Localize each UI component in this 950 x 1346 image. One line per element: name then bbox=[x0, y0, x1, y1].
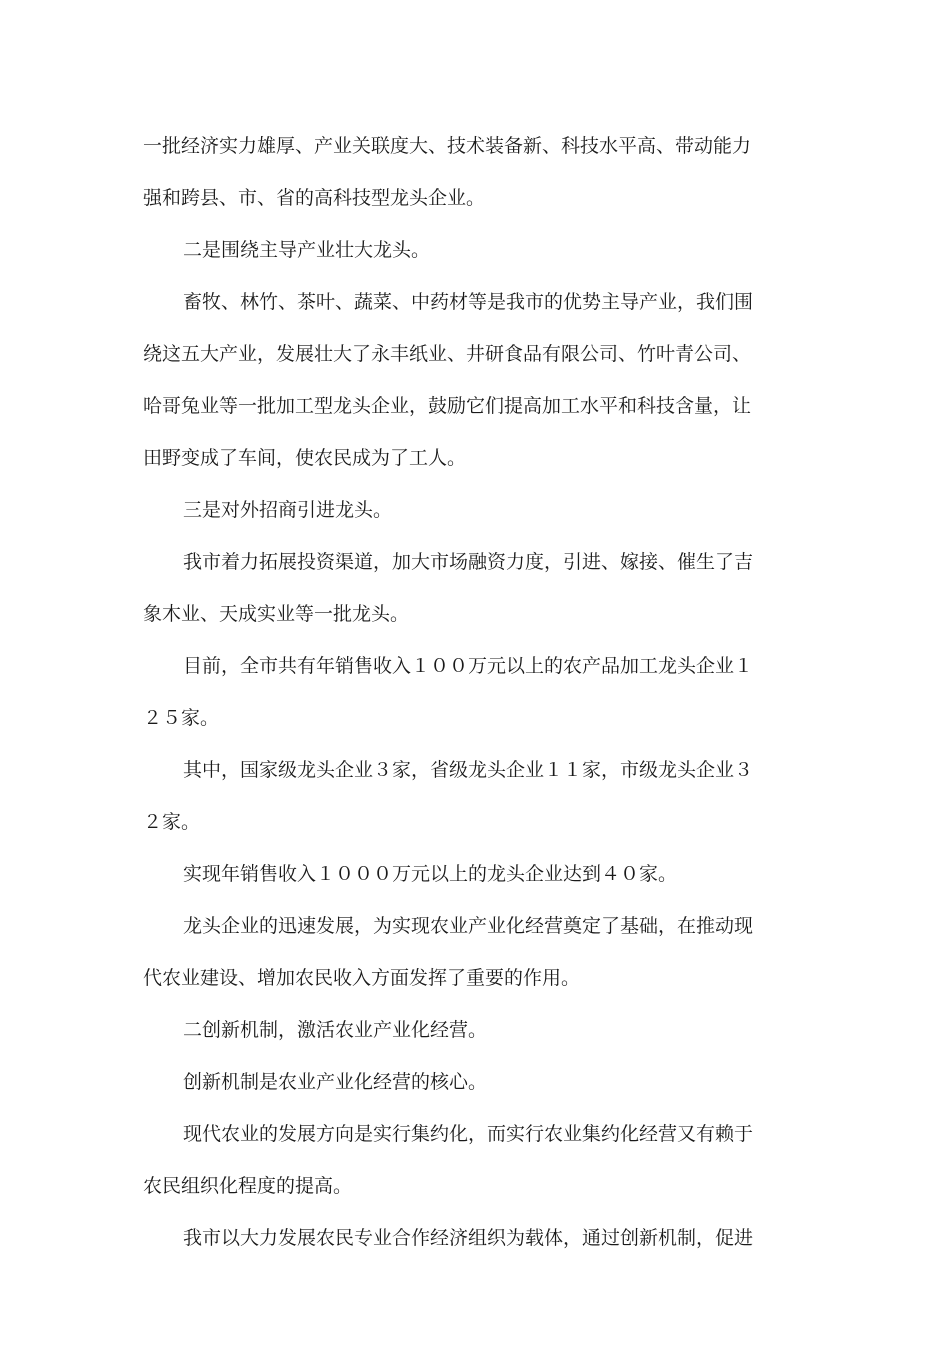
paragraph-line: 我市着力拓展投资渠道，加大市场融资力度，引进、嫁接、催生了吉 bbox=[183, 551, 754, 573]
paragraph bbox=[143, 848, 758, 900]
paragraph bbox=[143, 1212, 758, 1264]
paragraph-line: 现代农业的发展方向是实行集约化，而实行农业集约化经营又有赖于 bbox=[183, 1123, 754, 1145]
paragraph-line: 三是对外招商引进龙头。 bbox=[183, 499, 393, 521]
paragraph bbox=[143, 120, 758, 224]
paragraph-line: 强和跨县、市、省的高科技型龙头企业。 bbox=[143, 187, 486, 209]
paragraph bbox=[143, 744, 758, 848]
paragraph-line: 畜牧、林竹、茶叶、蔬菜、中药材等是我市的优势主导产业，我们围 bbox=[183, 291, 754, 313]
paragraph-line: 我市以大力发展农民专业合作经济组织为载体，通过创新机制，促进 bbox=[183, 1227, 754, 1249]
paragraph-line: 二创新机制，激活农业产业化经营。 bbox=[183, 1019, 488, 1041]
paragraph bbox=[143, 484, 758, 536]
paragraph bbox=[143, 1108, 758, 1212]
paragraph bbox=[143, 1004, 758, 1056]
paragraph-line: 二是围绕主导产业壮大龙头。 bbox=[183, 239, 431, 261]
paragraph-line: 象木业、天成实业等一批龙头。 bbox=[143, 603, 410, 625]
paragraph-line: 代农业建设、增加农民收入方面发挥了重要的作用。 bbox=[143, 967, 581, 989]
paragraph bbox=[143, 276, 758, 484]
paragraph-line: ２家。 bbox=[143, 811, 201, 833]
paragraph bbox=[143, 640, 758, 744]
paragraph-line: 农民组织化程度的提高。 bbox=[143, 1175, 353, 1197]
paragraph bbox=[143, 900, 758, 1004]
paragraph-line: 一批经济实力雄厚、产业关联度大、技术装备新、科技水平高、带动能力 bbox=[143, 135, 752, 157]
paragraph-line: 哈哥兔业等一批加工型龙头企业，鼓励它们提高加工水平和科技含量，让 bbox=[143, 395, 752, 417]
paragraph bbox=[143, 1056, 758, 1108]
paragraph-line: 绕这五大产业，发展壮大了永丰纸业、井研食品有限公司、竹叶青公司、 bbox=[143, 343, 752, 365]
paragraph-line: 其中，国家级龙头企业３家，省级龙头企业１１家，市级龙头企业３ bbox=[183, 759, 754, 781]
document-body bbox=[143, 120, 758, 1264]
paragraph-line: 龙头企业的迅速发展，为实现农业产业化经营奠定了基础，在推动现 bbox=[183, 915, 754, 937]
paragraph-line: 实现年销售收入１０００万元以上的龙头企业达到４０家。 bbox=[183, 863, 678, 885]
paragraph-line: ２５家。 bbox=[143, 707, 220, 729]
paragraph-line: 田野变成了车间，使农民成为了工人。 bbox=[143, 447, 467, 469]
paragraph bbox=[143, 224, 758, 276]
paragraph bbox=[143, 536, 758, 640]
paragraph-line: 创新机制是农业产业化经营的核心。 bbox=[183, 1071, 488, 1093]
paragraph-line: 目前，全市共有年销售收入１００万元以上的农产品加工龙头企业１ bbox=[183, 655, 754, 677]
